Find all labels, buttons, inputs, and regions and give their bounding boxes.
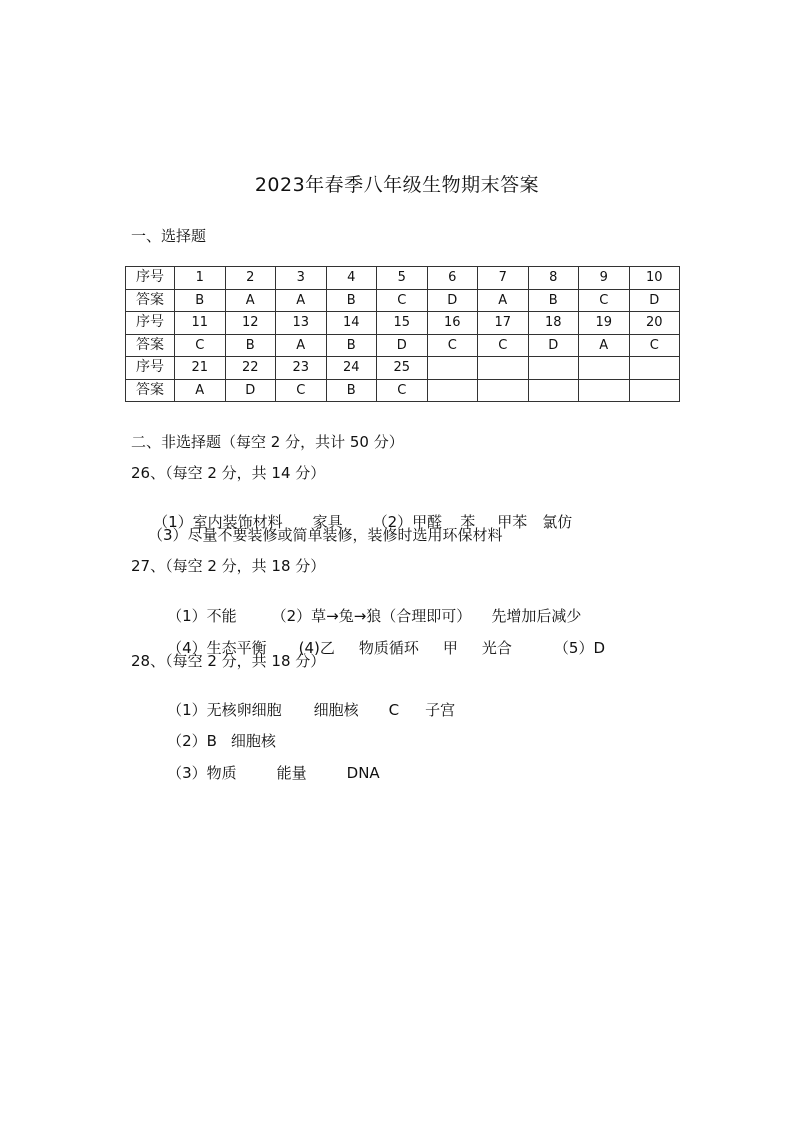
answer-cell: C [175,334,226,357]
answer-cell: B [326,289,377,312]
empty-cell [427,357,478,380]
answer-cell: C [377,289,428,312]
answer-text: （1）无核卵细胞 [167,701,282,719]
row-label: 答案 [126,334,175,357]
question-number: 9 [579,267,630,290]
answer-cell: B [528,289,579,312]
question-number: 5 [377,267,428,290]
answer-text: 苯 [460,513,476,531]
question-number: 6 [427,267,478,290]
question-number: 8 [528,267,579,290]
question-number: 25 [377,357,428,380]
answer-text: 光合 [481,639,512,657]
empty-cell [478,379,529,402]
answer-cell: C [629,334,680,357]
answer-cell: D [225,379,276,402]
question-number: 18 [528,312,579,335]
question-number: 23 [276,357,327,380]
answer-text: （1）室内装饰材料 [153,513,283,531]
answer-table [125,266,680,402]
answer-text: （2）B [167,732,217,750]
question-number: 3 [276,267,327,290]
answer-cell: B [326,379,377,402]
answer-cell: A [225,289,276,312]
answer-text: 甲 [442,639,458,657]
answer-text: （5）D [553,639,606,657]
question-number: 20 [629,312,680,335]
table-row-answers-1 [126,289,680,312]
empty-cell [579,379,630,402]
answer-text: (4)乙 [298,639,335,657]
section-nonchoice-heading: 二、非选择题（每空 2 分，共计 50 分） [131,433,404,451]
question-number: 17 [478,312,529,335]
page-title: 2023年春季八年级生物期末答案 [254,174,540,196]
row-label: 序号 [126,357,175,380]
answer-text: 家具 [312,513,343,531]
answer-cell: A [579,334,630,357]
empty-cell [528,357,579,380]
answer-cell: C [579,289,630,312]
table-row-answers-2 [126,334,680,357]
empty-cell [629,357,680,380]
answer-text: 先增加后减少 [491,607,582,625]
answer-cell: A [276,289,327,312]
empty-cell [427,379,478,402]
answer-cell: C [276,379,327,402]
answer-cell: A [175,379,226,402]
answer-text: 氯仿 [542,513,573,531]
q28-answer-line-3 [148,744,380,801]
question-number: 24 [326,357,377,380]
answer-text: C [388,701,400,719]
table-row-numbers-2 [126,312,680,335]
question-number: 16 [427,312,478,335]
answer-cell: C [427,334,478,357]
answer-cell: B [225,334,276,357]
row-label: 序号 [126,267,175,290]
table-row-numbers-3 [126,357,680,380]
answer-text: （2）草→兔→狼（合理即可） [271,607,472,625]
answer-text: 细胞核 [230,732,276,750]
answer-cell: C [478,334,529,357]
section-choice-heading: 一、选择题 [131,227,207,245]
question-number: 22 [225,357,276,380]
q26-answer-line-2: （3）尽量不要装修或简单装修，装修时选用环保材料 [148,526,503,544]
answer-cell: A [276,334,327,357]
question-number: 13 [276,312,327,335]
answer-text: （4）生态平衡 [167,639,267,657]
answer-text: 能量 [276,764,307,782]
answer-cell: D [377,334,428,357]
q27-heading: 27、（每空 2 分，共 18 分） [131,557,326,575]
table-row-numbers-1 [126,267,680,290]
answer-text: 子宫 [425,701,456,719]
question-number: 1 [175,267,226,290]
table-row-answers-3 [126,379,680,402]
answer-cell: D [528,334,579,357]
answer-cell: B [326,334,377,357]
answer-cell: C [377,379,428,402]
question-number: 19 [579,312,630,335]
row-label: 答案 [126,289,175,312]
question-number: 7 [478,267,529,290]
question-number: 14 [326,312,377,335]
empty-cell [528,379,579,402]
question-number: 11 [175,312,226,335]
row-label: 答案 [126,379,175,402]
answer-text: （1）不能 [167,607,237,625]
question-number: 10 [629,267,680,290]
answer-text: 细胞核 [313,701,359,719]
answer-cell: D [427,289,478,312]
empty-cell [478,357,529,380]
answer-cell: D [629,289,680,312]
question-number: 12 [225,312,276,335]
answer-text: 物质循环 [358,639,419,657]
row-label: 序号 [126,312,175,335]
answer-text: DNA [346,764,380,782]
answer-cell: A [478,289,529,312]
empty-cell [579,357,630,380]
question-number: 15 [377,312,428,335]
question-number: 2 [225,267,276,290]
empty-cell [629,379,680,402]
answer-text: 甲苯 [497,513,528,531]
answer-cell: B [175,289,226,312]
answer-text: （3）物质 [167,764,237,782]
answer-text: （2）甲醛 [372,513,443,531]
q28-heading: 28、（每空 2 分，共 18 分） [131,652,326,670]
q26-heading: 26、（每空 2 分，共 14 分） [131,464,326,482]
question-number: 21 [175,357,226,380]
question-number: 4 [326,267,377,290]
